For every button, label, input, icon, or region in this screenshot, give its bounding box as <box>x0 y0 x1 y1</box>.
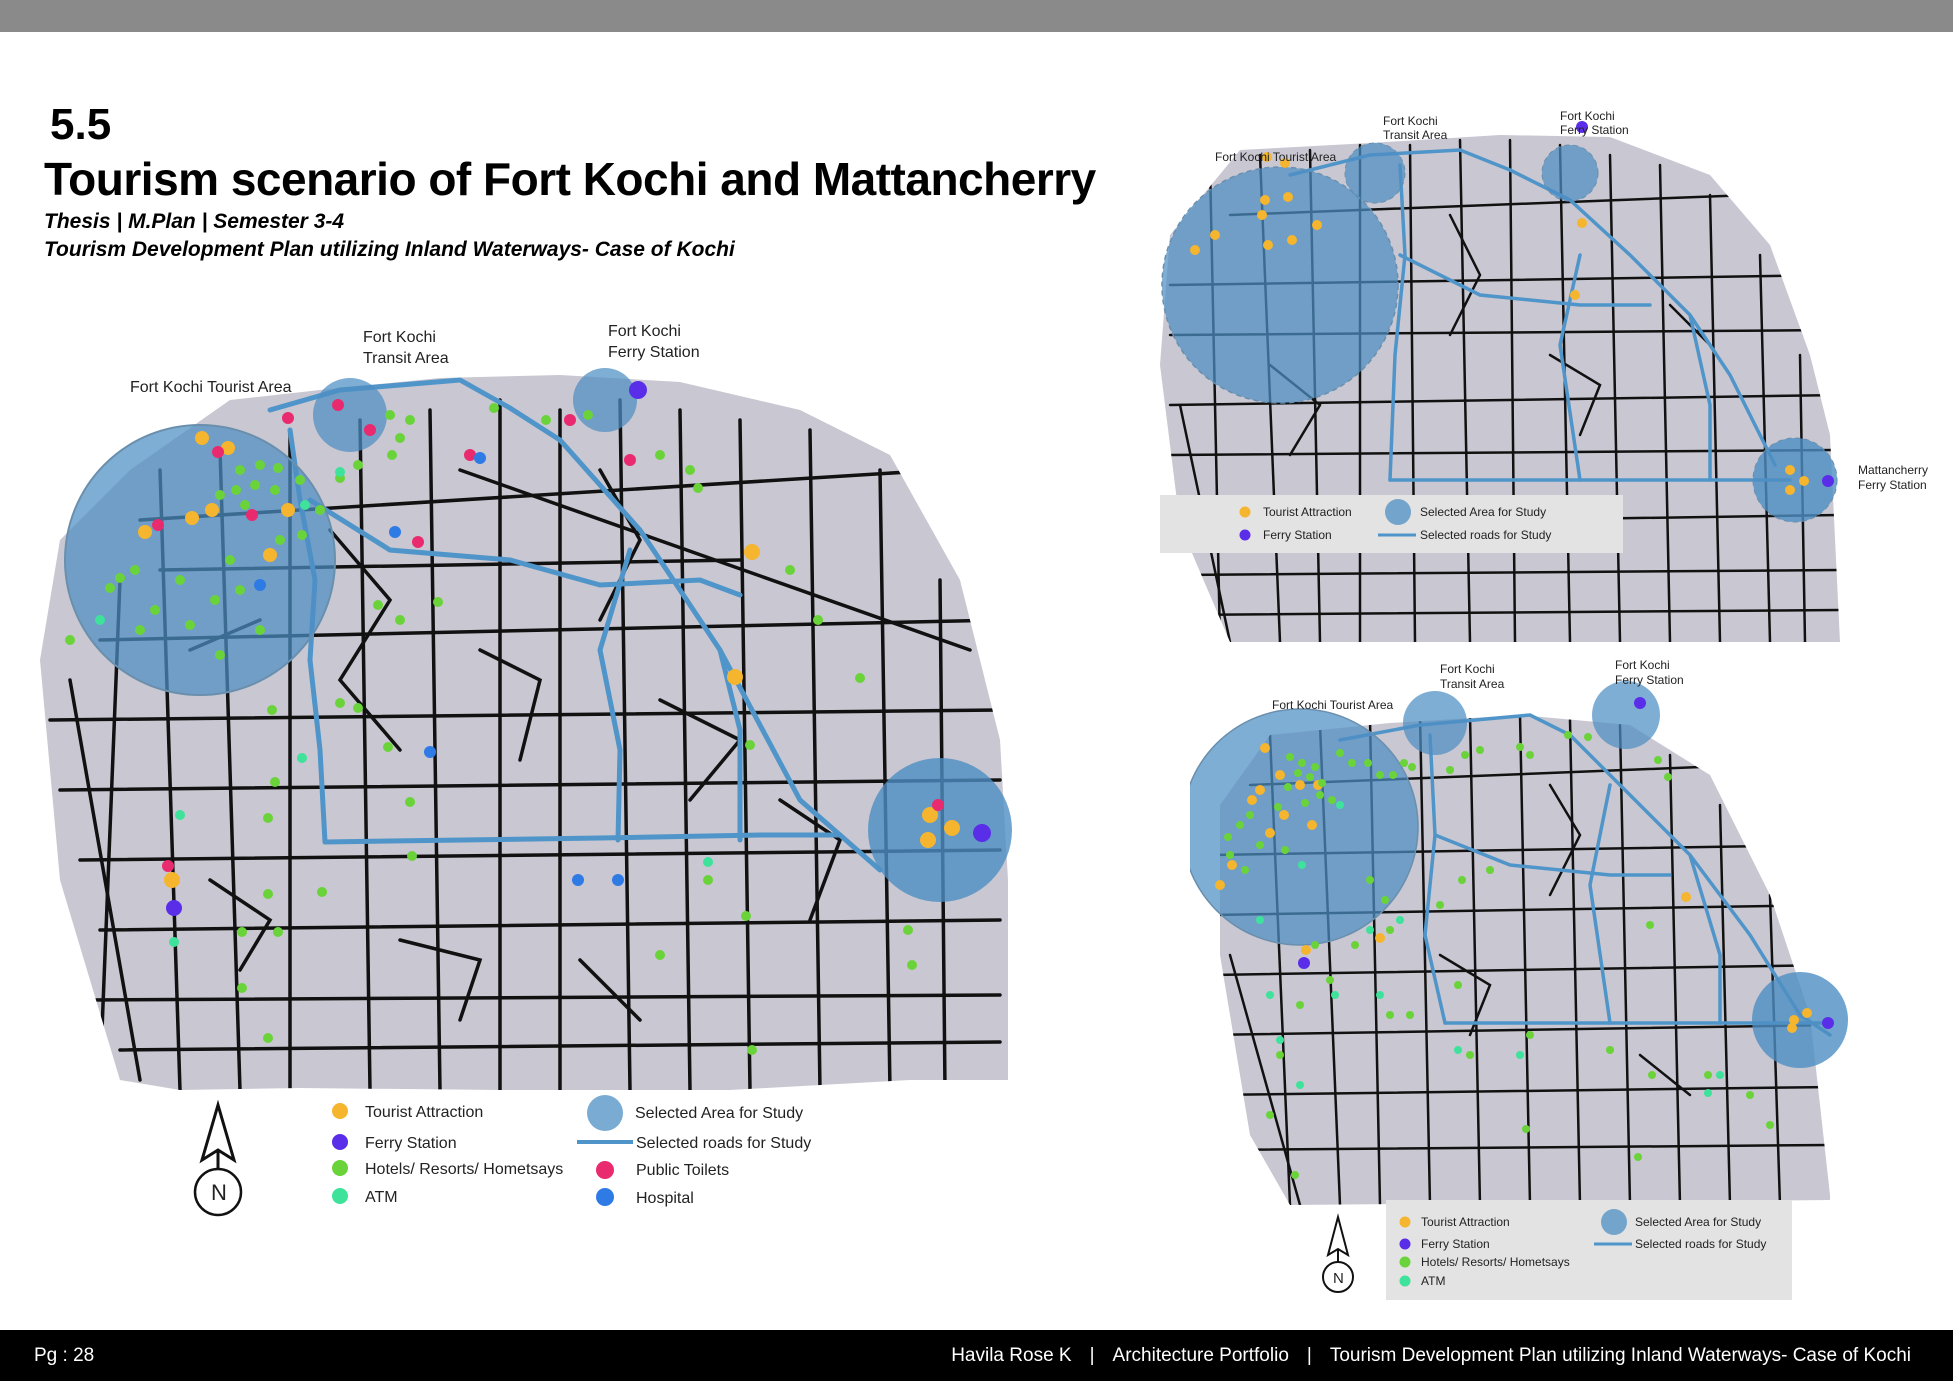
legend-hotels-label: Hotels/ Resorts/ Hometsays <box>365 1161 564 1178</box>
hotels-marker <box>237 983 247 993</box>
hotels-marker <box>1246 811 1254 819</box>
br-legend-ferry-label: Ferry Station <box>1421 1237 1490 1251</box>
hotels-marker <box>135 625 145 635</box>
tourist-attraction-marker <box>1255 785 1265 795</box>
tourist-attraction-marker <box>1260 195 1270 205</box>
hotels-marker <box>270 485 280 495</box>
br-label-transit-1: Fort Kochi <box>1440 662 1495 676</box>
ferry-station-marker <box>1634 697 1646 709</box>
hotels-marker <box>1766 1121 1774 1129</box>
tourist-attraction-marker <box>1570 290 1580 300</box>
hotels-marker <box>1328 796 1336 804</box>
hotels-marker <box>1436 901 1444 909</box>
atm-marker <box>95 615 105 625</box>
tourist-attraction-marker <box>944 820 960 836</box>
tr-label-transit-1: Fort Kochi <box>1383 114 1438 128</box>
bottom-right-map <box>1190 655 1940 1305</box>
main-label-ferry-2: Ferry Station <box>608 344 700 361</box>
hotels-marker <box>1654 756 1662 764</box>
hotels-marker <box>1461 751 1469 759</box>
hospital-marker <box>612 874 624 886</box>
hotels-marker <box>741 911 751 921</box>
hotels-marker <box>1446 766 1454 774</box>
top-right-map <box>1150 105 1940 645</box>
hotels-marker <box>115 573 125 583</box>
hotels-marker <box>489 403 499 413</box>
tourist-attraction-marker <box>1275 770 1285 780</box>
br-legend-tourist-dot <box>1400 1217 1411 1228</box>
hotels-marker <box>1376 771 1384 779</box>
hospital-marker <box>254 579 266 591</box>
hotels-marker <box>315 505 325 515</box>
hotels-marker <box>1648 1071 1656 1079</box>
section-number: 5.5 <box>50 100 112 149</box>
hotels-marker <box>267 705 277 715</box>
hotels-marker <box>785 565 795 575</box>
tr-label-matt-2: Ferry Station <box>1858 478 1927 492</box>
tourist-attraction-marker <box>1265 828 1275 838</box>
hotels-marker <box>1241 866 1249 874</box>
hotels-marker <box>1291 1171 1299 1179</box>
atm-marker <box>1298 861 1306 869</box>
tr-label-tourist-area: Fort Kochi Tourist Area <box>1215 150 1337 164</box>
hotels-marker <box>1336 749 1344 757</box>
tourist-attraction-marker <box>1681 892 1691 902</box>
hotels-marker <box>1226 851 1234 859</box>
hotels-marker <box>395 615 405 625</box>
tr-legend-roads-label: Selected roads for Study <box>1420 528 1552 542</box>
page-subtitle-thesis: Thesis | M.Plan | Semester 3-4 <box>44 210 345 233</box>
top-bar <box>0 0 1953 32</box>
atm-marker <box>1704 1089 1712 1097</box>
tourist-attraction-marker <box>263 548 277 562</box>
br-legend-hotels-label: Hotels/ Resorts/ Hometsays <box>1421 1255 1570 1269</box>
hotels-marker <box>1526 1031 1534 1039</box>
hotels-marker <box>237 927 247 937</box>
public-toilets-marker <box>412 536 424 548</box>
hotels-marker <box>273 927 283 937</box>
main-north-arrow-icon <box>195 1105 241 1215</box>
br-north-arrow-icon <box>1323 1217 1353 1292</box>
page-subtitle-project: Tourism Development Plan utilizing Inland Waterways- Case of Kochi <box>44 238 735 261</box>
main-north-label: N <box>211 1180 227 1205</box>
hotels-marker <box>1584 733 1592 741</box>
hotels-marker <box>1564 731 1572 739</box>
footer-project: Tourism Development Plan utilizing Inland Waterways- Case of Kochi <box>1329 1344 1911 1366</box>
hotels-marker <box>1381 896 1389 904</box>
atm-marker <box>1331 991 1339 999</box>
public-toilets-marker <box>624 454 636 466</box>
public-toilets-marker <box>364 424 376 436</box>
hospital-marker <box>424 746 436 758</box>
hotels-marker <box>1746 1091 1754 1099</box>
br-legend-area-label: Selected Area for Study <box>1635 1215 1762 1229</box>
tr-legend-tourist-label: Tourist Attraction <box>1263 505 1352 519</box>
atm-marker <box>1276 1036 1284 1044</box>
hotels-marker <box>215 490 225 500</box>
hotels-marker <box>235 465 245 475</box>
main-label-transit-2: Transit Area <box>363 350 449 367</box>
hotels-marker <box>175 575 185 585</box>
legend-tourist-label: Tourist Attraction <box>365 1104 484 1121</box>
hotels-marker <box>1386 1011 1394 1019</box>
hotels-marker <box>1400 759 1408 767</box>
hotels-marker <box>255 460 265 470</box>
hotels-marker <box>1326 976 1334 984</box>
hotels-marker <box>407 851 417 861</box>
hotels-marker <box>1294 769 1302 777</box>
hotels-marker <box>1634 1153 1642 1161</box>
main-legend <box>290 1090 852 1220</box>
tourist-attraction-marker <box>920 832 936 848</box>
tr-label-ferry-2: Ferry Station <box>1560 123 1629 137</box>
tourist-attraction-marker <box>1247 795 1257 805</box>
public-toilets-marker <box>246 509 258 521</box>
hotels-marker <box>273 463 283 473</box>
hotels-marker <box>353 460 363 470</box>
atm-marker <box>1376 991 1384 999</box>
page-title: Tourism scenario of Fort Kochi and Mattancherry <box>44 153 1096 205</box>
public-toilets-marker <box>162 860 174 872</box>
hotels-marker <box>263 889 273 899</box>
br-north-label: N <box>1333 1270 1344 1287</box>
atm-marker <box>1256 916 1264 924</box>
tourist-attraction-marker <box>1787 1023 1797 1033</box>
hospital-marker <box>389 526 401 538</box>
ferry-station-marker <box>1298 957 1310 969</box>
atm-marker <box>1396 916 1404 924</box>
br-legend <box>1386 1200 1792 1300</box>
br-label-ferry-1: Fort Kochi <box>1615 658 1670 672</box>
main-label-tourist-area: Fort Kochi Tourist Area <box>130 379 292 396</box>
legend-roads-label: Selected roads for Study <box>636 1135 812 1152</box>
hotels-marker <box>1646 921 1654 929</box>
legend-area-label: Selected Area for Study <box>635 1105 804 1122</box>
hotels-marker <box>1311 763 1319 771</box>
hotels-marker <box>373 600 383 610</box>
atm-marker <box>703 857 713 867</box>
footer-credits: Havila Rose K | Architecture Portfolio | Tourism Development Plan utilizing Inland Waterways- Case of Kochi <box>951 1344 1911 1366</box>
hotels-marker <box>235 585 245 595</box>
br-legend-hotels-dot <box>1400 1257 1411 1268</box>
hotels-marker <box>297 530 307 540</box>
tourist-attraction-marker <box>1577 218 1587 228</box>
hotels-marker <box>1318 779 1326 787</box>
legend-hotels-dot <box>332 1160 348 1176</box>
hotels-marker <box>150 605 160 615</box>
page-number: Pg : 28 <box>34 1344 95 1366</box>
hotels-marker <box>1476 746 1484 754</box>
tourist-attraction-marker <box>1375 933 1385 943</box>
hotels-marker <box>433 597 443 607</box>
tr-legend-tourist-dot <box>1240 507 1251 518</box>
hotels-marker <box>1298 759 1306 767</box>
hotels-marker <box>655 450 665 460</box>
atm-marker <box>1716 1071 1724 1079</box>
hotels-marker <box>255 625 265 635</box>
hotels-marker <box>1526 751 1534 759</box>
hotels-marker <box>693 483 703 493</box>
atm-marker <box>300 500 310 510</box>
hotels-marker <box>903 925 913 935</box>
tourist-attraction-marker <box>1799 476 1809 486</box>
legend-atm-dot <box>332 1188 348 1204</box>
hotels-marker <box>745 740 755 750</box>
public-toilets-marker <box>212 446 224 458</box>
tr-legend-area-label: Selected Area for Study <box>1420 505 1547 519</box>
hotels-marker <box>387 450 397 460</box>
hotels-marker <box>1266 1111 1274 1119</box>
hotels-marker <box>1466 1051 1474 1059</box>
hotels-marker <box>225 555 235 565</box>
hotels-marker <box>1458 876 1466 884</box>
hotels-marker <box>295 475 305 485</box>
tr-legend-ferry-dot <box>1240 530 1251 541</box>
tourist-attraction-marker <box>744 544 760 560</box>
br-label-ferry-2: Ferry Station <box>1615 673 1684 687</box>
legend-ferry-label: Ferry Station <box>365 1135 457 1152</box>
hotels-marker <box>210 595 220 605</box>
hotels-marker <box>105 583 115 593</box>
hotels-marker <box>1296 1001 1304 1009</box>
tourist-attraction-marker <box>1785 485 1795 495</box>
tourist-attraction-marker <box>185 511 199 525</box>
hotels-marker <box>1306 773 1314 781</box>
public-toilets-marker <box>564 414 576 426</box>
ferry-station-marker <box>1822 475 1834 487</box>
legend-area-circle <box>587 1095 623 1131</box>
tourist-attraction-marker <box>1190 245 1200 255</box>
ferry-station-marker <box>973 824 991 842</box>
tourist-attraction-marker <box>1312 220 1322 230</box>
hotels-marker <box>1281 846 1289 854</box>
hotels-marker <box>65 635 75 645</box>
hotels-marker <box>1276 1051 1284 1059</box>
tourist-attraction-marker <box>1802 1008 1812 1018</box>
tr-legend <box>1160 495 1623 553</box>
hotels-marker <box>855 673 865 683</box>
hotels-marker <box>231 485 241 495</box>
hotels-marker <box>250 480 260 490</box>
tourist-attraction-marker <box>727 669 743 685</box>
br-legend-roads-label: Selected roads for Study <box>1635 1237 1767 1251</box>
hotels-marker <box>583 410 593 420</box>
hotels-marker <box>1664 773 1672 781</box>
atm-marker <box>1266 991 1274 999</box>
hospital-marker <box>474 452 486 464</box>
hotels-marker <box>353 703 363 713</box>
hotels-marker <box>685 465 695 475</box>
hotels-marker <box>1522 1125 1530 1133</box>
tourist-attraction-marker <box>1227 860 1237 870</box>
hotels-marker <box>1386 926 1394 934</box>
hotels-marker <box>1311 941 1319 949</box>
tourist-attraction-marker <box>1263 240 1273 250</box>
hotels-marker <box>275 535 285 545</box>
hotels-marker <box>1516 743 1524 751</box>
br-legend-atm-dot <box>1400 1276 1411 1287</box>
tourist-attraction-marker <box>1301 945 1311 955</box>
main-label-ferry-1: Fort Kochi <box>608 323 681 340</box>
legend-hospital-label: Hospital <box>636 1190 694 1207</box>
hotels-marker <box>240 500 250 510</box>
br-legend-atm-label: ATM <box>1421 1274 1446 1288</box>
tourist-attraction-marker <box>1257 210 1267 220</box>
br-label-transit-2: Transit Area <box>1440 677 1505 691</box>
tourist-attraction-marker <box>1260 743 1270 753</box>
main-map <box>40 320 1020 1240</box>
hotels-marker <box>655 950 665 960</box>
hotels-marker <box>1284 783 1292 791</box>
hotels-marker <box>1486 866 1494 874</box>
tourist-attraction-marker <box>1785 465 1795 475</box>
hotels-marker <box>335 698 345 708</box>
hotels-marker <box>907 960 917 970</box>
public-toilets-marker <box>152 519 164 531</box>
atm-marker <box>1366 926 1374 934</box>
tourist-attraction-marker <box>1287 235 1297 245</box>
br-legend-area-circle <box>1601 1209 1627 1235</box>
public-toilets-marker <box>932 799 944 811</box>
public-toilets-marker <box>332 399 344 411</box>
atm-marker <box>1296 1081 1304 1089</box>
tourist-attraction-marker <box>138 525 152 539</box>
hotels-marker <box>130 565 140 575</box>
br-legend-ferry-dot <box>1400 1239 1411 1250</box>
hotels-marker <box>405 797 415 807</box>
legend-hospital-dot <box>596 1188 614 1206</box>
tr-label-transit-2: Transit Area <box>1383 128 1448 142</box>
hotels-marker <box>317 887 327 897</box>
hotels-marker <box>1454 981 1462 989</box>
tourist-attraction-marker <box>1295 780 1305 790</box>
br-legend-tourist-label: Tourist Attraction <box>1421 1215 1510 1229</box>
hotels-marker <box>1236 821 1244 829</box>
hotels-marker <box>1224 833 1232 841</box>
hotels-marker <box>541 415 551 425</box>
hotels-marker <box>1301 799 1309 807</box>
hotels-marker <box>1364 759 1372 767</box>
hotels-marker <box>385 410 395 420</box>
page-footer <box>0 1330 1953 1381</box>
hotels-marker <box>263 1033 273 1043</box>
hotels-marker <box>383 742 393 752</box>
legend-ferry-dot <box>332 1134 348 1150</box>
atm-marker <box>169 937 179 947</box>
hotels-marker <box>1366 876 1374 884</box>
tr-label-ferry-1: Fort Kochi <box>1560 109 1615 123</box>
br-label-tourist-area: Fort Kochi Tourist Area <box>1272 698 1394 712</box>
hotels-marker <box>185 620 195 630</box>
atm-marker <box>1336 801 1344 809</box>
legend-atm-label: ATM <box>365 1189 398 1206</box>
tr-legend-ferry-label: Ferry Station <box>1263 528 1332 542</box>
footer-author: Havila Rose K <box>951 1344 1072 1366</box>
ferry-station-marker <box>629 381 647 399</box>
tourist-attraction-marker <box>1279 810 1289 820</box>
hotels-marker <box>1316 791 1324 799</box>
atm-marker <box>1454 1046 1462 1054</box>
hotels-marker <box>1704 1071 1712 1079</box>
hotels-marker <box>405 415 415 425</box>
hospital-marker <box>572 874 584 886</box>
tr-legend-area-circle <box>1385 499 1411 525</box>
tourist-attraction-marker <box>1210 230 1220 240</box>
legend-toilets-dot <box>596 1161 614 1179</box>
public-toilets-marker <box>282 412 294 424</box>
tourist-attraction-marker <box>195 431 209 445</box>
hotels-marker <box>270 777 280 787</box>
hotels-marker <box>395 433 405 443</box>
tourist-attraction-marker <box>1307 820 1317 830</box>
atm-marker <box>1516 1051 1524 1059</box>
tourist-attraction-marker <box>205 503 219 517</box>
ferry-station-marker <box>166 900 182 916</box>
hotels-marker <box>1351 941 1359 949</box>
legend-toilets-label: Public Toilets <box>636 1162 730 1179</box>
atm-marker <box>175 810 185 820</box>
footer-portfolio: Architecture Portfolio <box>1112 1344 1289 1366</box>
hotels-marker <box>703 875 713 885</box>
hotels-marker <box>263 813 273 823</box>
hotels-marker <box>813 615 823 625</box>
main-label-transit-1: Fort Kochi <box>363 329 436 346</box>
hotels-marker <box>747 1045 757 1055</box>
atm-marker <box>297 753 307 763</box>
atm-marker <box>335 467 345 477</box>
ferry-station-marker <box>1822 1017 1834 1029</box>
hotels-marker <box>1274 803 1282 811</box>
tourist-attraction-marker <box>281 503 295 517</box>
tourist-attraction-marker <box>164 872 180 888</box>
tourist-attraction-marker <box>1283 192 1293 202</box>
hotels-marker <box>1408 763 1416 771</box>
hotels-marker <box>1406 1011 1414 1019</box>
hotels-marker <box>1389 771 1397 779</box>
hotels-marker <box>1286 753 1294 761</box>
hotels-marker <box>1348 759 1356 767</box>
hotels-marker <box>215 650 225 660</box>
tr-label-matt-1: Mattancherry <box>1858 463 1929 477</box>
hotels-marker <box>1256 841 1264 849</box>
tourist-attraction-marker <box>1215 880 1225 890</box>
legend-tourist-dot <box>332 1103 348 1119</box>
hotels-marker <box>1606 1046 1614 1054</box>
